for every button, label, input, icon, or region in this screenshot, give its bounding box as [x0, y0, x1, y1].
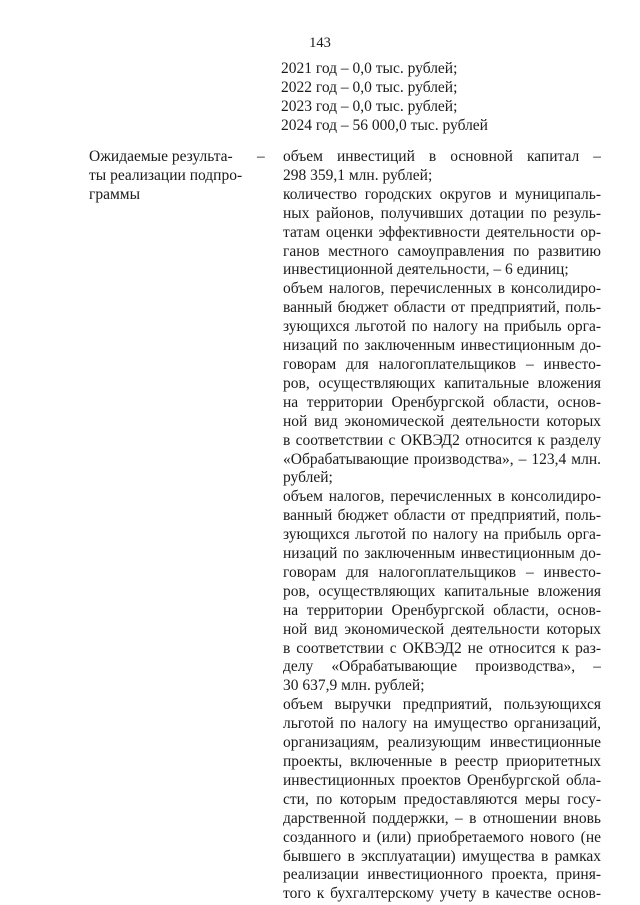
- text-line: ганов местного самоуправления по развитию: [283, 242, 601, 260]
- text-line: в соответствии с ОКВЭД2 не относится к раз-: [283, 639, 601, 657]
- text-line: сти, по которым предоставляются меры госу-: [283, 790, 601, 808]
- text-line: рублей;: [283, 469, 333, 487]
- text-line: дарственной поддержки, – в отношении вновь: [283, 809, 601, 827]
- text-line: говорам для налогоплательщиков – инвесто-: [283, 563, 601, 581]
- funding-lines: [281, 60, 611, 136]
- text-line: на территории Оренбургской области, основ-: [283, 601, 601, 619]
- text-line: объем выручки предприятий, пользующихся: [283, 696, 601, 714]
- text-line: ных районов, получивших дотации по резуль-: [283, 204, 601, 222]
- text-line: в соответствии с ОКВЭД2 относится к разделу: [283, 431, 601, 449]
- text-line: созданного и (или) приобретаемого нового (не: [283, 828, 601, 846]
- funding-line-2022: 2022 год – 0,0 тыс. рублей;: [281, 78, 458, 96]
- text-line: 30 637,9 млн. рублей;: [283, 677, 425, 695]
- text-line: ров, осуществляющих капитальные вложения: [283, 374, 601, 392]
- text-line: ванный бюджет области от предприятий, поль-: [283, 507, 601, 525]
- text-line: зующихся льготой по налогу на прибыль орга-: [283, 318, 601, 336]
- text-line: льготой по налогу на имущество организаций,: [283, 715, 601, 733]
- funding-line-2024: 2024 год – 56 000,0 тыс. рублей: [281, 116, 488, 134]
- label-line: Ожидаемые результа-: [89, 148, 233, 165]
- text-line: ной вид экономической деятельности которых: [283, 620, 601, 638]
- text-line: количество городских округов и муниципаль-: [283, 185, 601, 203]
- text-line: говорам для налогоплательщиков – инвесто-: [283, 355, 601, 373]
- text-line: низаций по заключенным инвестиционным до-: [283, 545, 601, 563]
- text-line: реализации инвестиционного проекта, приня-: [283, 866, 601, 884]
- label-line: ты реализации подпро-: [89, 166, 243, 184]
- text-line: объем налогов, перечисленных в консолидиро-: [283, 280, 601, 298]
- text-line: объем налогов, перечисленных в консолидиро-: [283, 488, 601, 506]
- label-dash: –: [257, 148, 265, 165]
- text-line: проекты, включенные в реестр приоритетных: [283, 753, 601, 770]
- text-line: делу «Обрабатывающие производства», –: [283, 658, 601, 676]
- funding-line-2023: 2023 год – 0,0 тыс. рублей;: [281, 97, 458, 115]
- text-line: ной вид экономической деятельности которых: [283, 412, 601, 430]
- expected-results-label: [89, 148, 259, 205]
- text-line: инвестиционных проектов Оренбургской обла-: [283, 771, 601, 789]
- text-line: ров, осуществляющих капитальные вложения: [283, 582, 601, 600]
- text-line: того к бухгалтерскому учету в качестве основ-: [283, 885, 601, 903]
- label-line: граммы: [89, 185, 141, 203]
- text-line: ванный бюджет области от предприятий, поль-: [283, 299, 601, 317]
- text-line: татам оценки эффективности деятельности ор-: [283, 223, 601, 241]
- text-line: объем инвестиций в основной капитал –: [283, 148, 601, 165]
- text-line: 298 359,1 млн. рублей;: [283, 166, 433, 184]
- text-line: инвестиционной деятельности, – 6 единиц;: [283, 261, 569, 279]
- page-number: 143: [309, 35, 331, 51]
- text-line: на территории Оренбургской области, основ-: [283, 393, 601, 411]
- funding-line-2021: 2021 год – 0,0 тыс. рублей;: [281, 60, 458, 77]
- text-line: «Обрабатывающие производства», – 123,4 млн.: [283, 450, 601, 468]
- text-line: зующихся льготой по налогу на прибыль орга-: [283, 526, 601, 544]
- text-line: организациям, реализующим инвестиционные: [283, 734, 601, 752]
- text-line: бывшего в эксплуатации) имущества в рамках: [283, 847, 601, 865]
- text-line: низаций по заключенным инвестиционным до-: [283, 337, 601, 355]
- expected-results-text: [283, 148, 601, 904]
